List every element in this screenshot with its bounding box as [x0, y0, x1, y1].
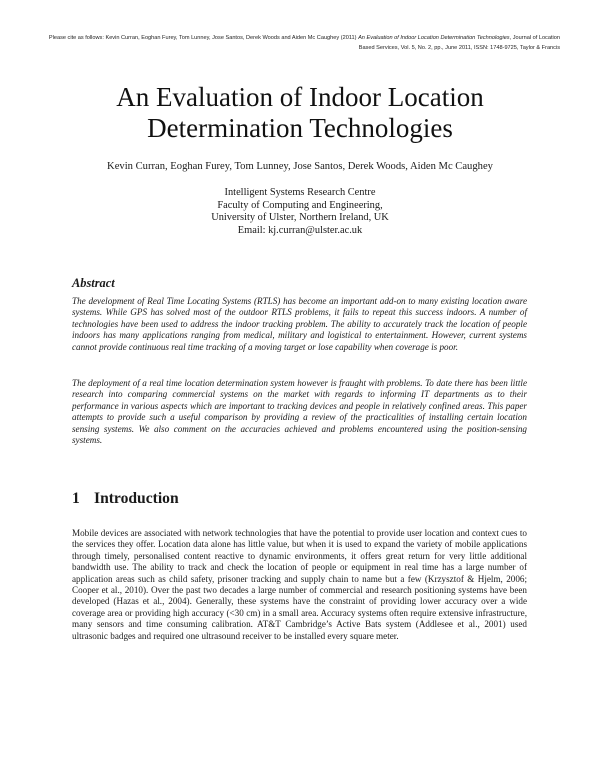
author-list: Kevin Curran, Eoghan Furey, Tom Lunney, Jose Santos, Derek Woods, Aiden Mc Caughey [107, 161, 493, 172]
section-heading-introduction [72, 490, 179, 508]
citation-header [40, 34, 560, 53]
affiliation-university: University of Ulster, Northern Ireland, UK [211, 212, 389, 224]
abstract-heading: Abstract [72, 276, 115, 290]
abstract-paragraph: The development of Real Time Locating Systems (RTLS) has become an important add-on to many existing location aware systems. While GPS has solved most of the outdoor RTLS problems, it fails to repeat this success indoors. A number of technologies have been used to address the indoor tracking problem. The ability to accurately track the location of people indoors has many applications ranging from medical, military and logistical to entertainment. However, current systems cannot provide continuous real time tracking of a moving target or lose capability when coverage is poor. [72, 296, 527, 352]
affiliation-centre: Intelligent Systems Research Centre [224, 187, 376, 198]
affiliation-faculty: Faculty of Computing and Engineering, [217, 199, 383, 211]
citation-title: An Evaluation of Indoor Location Determination Technologies [358, 35, 510, 41]
contact-email: Email: kj.curran@ulster.ac.uk [237, 224, 363, 236]
abstract-paragraph: The deployment of a real time location determination system however is fraught with problems. To date there has been little research into comparing commercial systems on the market with regards to informing IT departments as to their performance in various aspects which are important to tracking devices and people in relatively confined areas. This paper attempts to provide such a useful comparison by providing a review of the practicalities of installing certain location sensing systems. We also comment on the accuracies achieved and problems encountered using the position-sensing systems. [72, 378, 527, 446]
section-number: 1 [72, 490, 80, 507]
section-title: Introduction [94, 490, 179, 507]
paper-title: An Evaluation of Indoor Location Determination Technologies [116, 82, 484, 143]
citation-lead: Please cite as follows: Kevin Curran, Eoghan Furey, Tom Lunney, Jose Santos, Derek Woods and Aiden Mc Caughey (2011) [48, 35, 357, 41]
introduction-paragraph: Mobile devices are associated with network technologies that have the potential to provide user location and context cues to the services they offer. Location data alone has little value, but when it is used to expand the variety of mobile applications through timely, personalised content reactive to dynamic environments, it offers great return for very little additional bandwidth use. The ability to track and check the location of people or equipment in real time has a large number of application areas such as child safety, prisoner tracking and supply chain to name but a few (Krzysztof & Hjelm, 2006; Cooper et al., 2010). Over the past two decades a large number of commercial and research positioning systems have been developed (Hazas et al., 2004). Generally, these systems have the constraint of providing lower accuracy over a wide coverage area or providing high accuracy (<30 cm) in a small area. Accuracy systems often require extensive infrastructure, many sensors and time consuming calibration. AT&T Cambridge’s Active Bats system (Addlesee et al., 2001) used ultrasonic badges and required one ultrasound receiver to be installed every square meter. [72, 528, 527, 641]
affiliation-block [140, 187, 460, 237]
citation-tail: , Journal of Location Based Services, Vol. 5, No. 2, pp., June 2011, ISSN: 1748-9725, Taylor & Francis [358, 35, 560, 51]
